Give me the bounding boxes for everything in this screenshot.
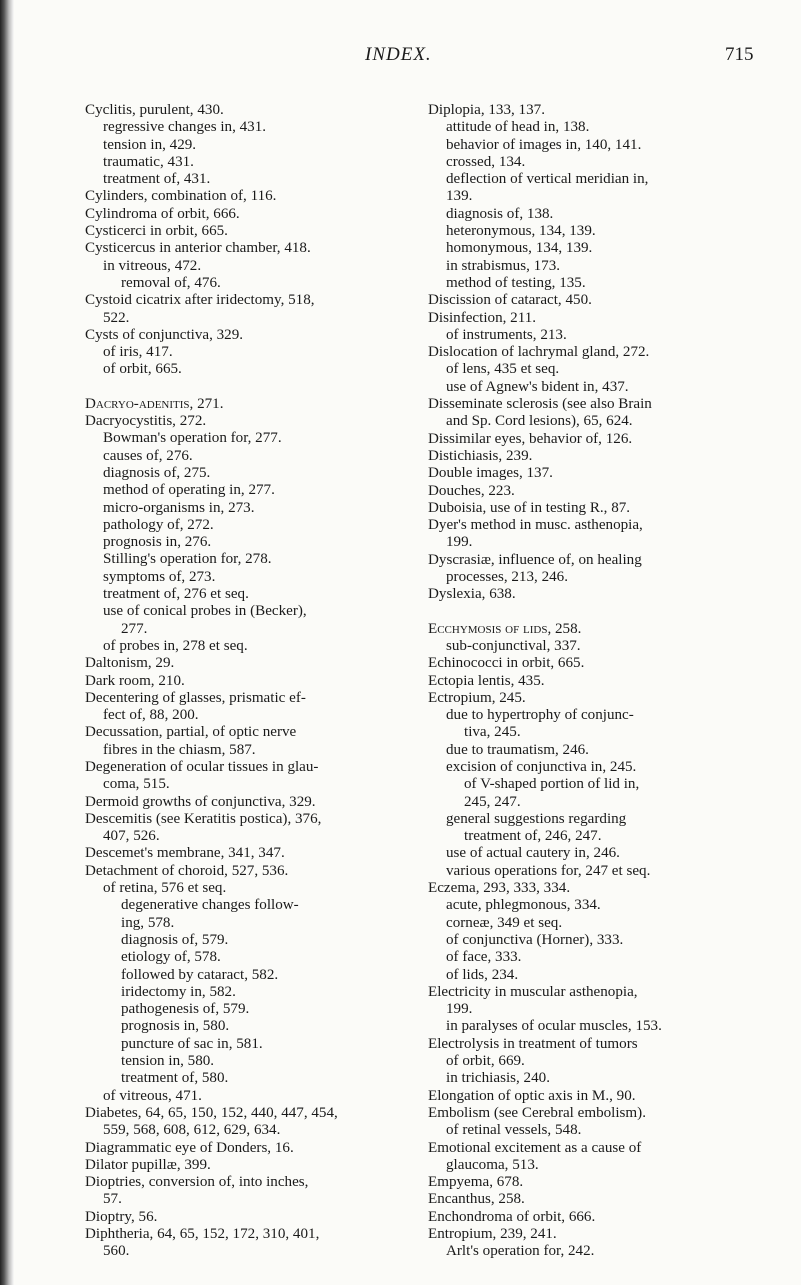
index-subentry: of lens, 435 et seq.	[446, 361, 560, 378]
index-subentry: tiva, 245.	[464, 724, 521, 741]
index-subentry: of probes in, 278 et seq.	[103, 637, 248, 654]
index-subentry: fibres in the chiasm, 587.	[103, 741, 256, 758]
index-subentry: 560.	[103, 1243, 130, 1260]
index-subentry: Stilling's operation for, 278.	[103, 551, 272, 568]
index-subentry: of instruments, 213.	[446, 326, 567, 343]
index-subentry: treatment of, 246, 247.	[464, 828, 602, 845]
index-entry: Cylinders, combination of, 116.	[85, 188, 277, 205]
index-subentry: treatment of, 431.	[103, 171, 211, 188]
index-subentry: of vitreous, 471.	[103, 1087, 202, 1104]
index-entry: Cysts of conjunctiva, 329.	[85, 326, 244, 343]
index-subentry: treatment of, 276 et seq.	[103, 586, 249, 603]
index-entry: Cysticercus in anterior chamber, 418.	[85, 240, 311, 257]
index-entry: Dacryo-adenitis, 271.	[85, 395, 224, 412]
index-subentry: 522.	[103, 309, 130, 326]
index-entry: Douches, 223.	[428, 482, 515, 499]
index-subentry: of lids, 234.	[446, 966, 519, 983]
index-entry: Electricity in muscular asthenopia,	[428, 983, 638, 1000]
index-column-right	[428, 102, 738, 1261]
index-entry: Daltonism, 29.	[85, 655, 175, 672]
index-entry: Decentering of glasses, prismatic ef-	[85, 689, 306, 706]
index-subentry: Bowman's operation for, 277.	[103, 430, 282, 447]
index-subentry: 57.	[103, 1191, 122, 1208]
index-entry: Cysticerci in orbit, 665.	[85, 223, 228, 240]
index-subentry: treatment of, 580.	[121, 1070, 229, 1087]
index-subentry: of orbit, 669.	[446, 1053, 525, 1070]
index-subentry: 139.	[446, 188, 473, 205]
index-entry: Ectropium, 245.	[428, 689, 526, 706]
index-entry: Encanthus, 258.	[428, 1191, 525, 1208]
index-entry: Dyslexia, 638.	[428, 586, 516, 603]
index-entry: Embolism (see Cerebral embolism).	[428, 1104, 646, 1121]
index-subentry: 559, 568, 608, 612, 629, 634.	[103, 1122, 281, 1139]
index-subentry: of iris, 417.	[103, 344, 173, 361]
index-subentry: homonymous, 134, 139.	[446, 240, 593, 257]
index-subentry: in paralyses of ocular muscles, 153.	[446, 1018, 662, 1035]
index-subentry: pathology of, 272.	[103, 516, 214, 533]
index-entry: Dacryocystitis, 272.	[85, 413, 207, 430]
index-subentry: ing, 578.	[121, 914, 175, 931]
index-subentry: various operations for, 247 et seq.	[446, 862, 651, 879]
index-entry: Descemitis (see Keratitis postica), 376,	[85, 810, 322, 827]
index-subentry: iridectomy in, 582.	[121, 983, 236, 1000]
index-subentry: 199.	[446, 1001, 473, 1018]
index-subentry: Arlt's operation for, 242.	[446, 1243, 595, 1260]
book-binding-edge	[0, 0, 14, 1285]
index-subentry: coma, 515.	[103, 776, 170, 793]
index-subentry: of V-shaped portion of lid in,	[464, 776, 640, 793]
index-entry: Discission of cataract, 450.	[428, 292, 592, 309]
index-subentry: excision of conjunctiva in, 245.	[446, 758, 637, 775]
index-entry: Ecchymosis of lids, 258.	[428, 620, 582, 637]
index-entry: Duboisia, use of in testing R., 87.	[428, 499, 631, 516]
index-subentry: due to traumatism, 246.	[446, 741, 589, 758]
index-subentry: removal of, 476.	[121, 274, 221, 291]
index-subentry: due to hypertrophy of conjunc-	[446, 707, 634, 724]
index-subentry: diagnosis of, 275.	[103, 464, 211, 481]
index-subentry: deflection of vertical meridian in,	[446, 171, 649, 188]
index-subentry: of retina, 576 et seq.	[103, 880, 227, 897]
index-entry: Emotional excitement as a cause of	[428, 1139, 642, 1156]
index-subentry: of face, 333.	[446, 949, 522, 966]
index-subentry: prognosis in, 276.	[103, 534, 212, 551]
index-subentry: in strabismus, 173.	[446, 257, 561, 274]
index-subentry: degenerative changes follow-	[121, 897, 299, 914]
index-entry: Dilator pupillæ, 399.	[85, 1156, 211, 1173]
index-subentry: heteronymous, 134, 139.	[446, 223, 596, 240]
index-entry: Decussation, partial, of optic nerve	[85, 724, 297, 741]
index-entry: Diabetes, 64, 65, 150, 152, 440, 447, 454,	[85, 1104, 338, 1121]
index-entry: Disseminate sclerosis (see also Brain	[428, 396, 652, 413]
index-subentry: in vitreous, 472.	[103, 257, 202, 274]
index-subentry: followed by cataract, 582.	[121, 966, 279, 983]
index-subentry: general suggestions regarding	[446, 810, 627, 827]
index-entry: Dyer's method in musc. asthenopia,	[428, 517, 643, 534]
index-entry: Disinfection, 211.	[428, 309, 537, 326]
index-subentry: traumatic, 431.	[103, 153, 194, 170]
index-subentry: 199.	[446, 534, 473, 551]
index-entry: Electrolysis in treatment of tumors	[428, 1035, 638, 1052]
index-subentry: method of operating in, 277.	[103, 482, 275, 499]
index-entry: Degeneration of ocular tissues in glau-	[85, 758, 319, 775]
index-entry: Descemet's membrane, 341, 347.	[85, 845, 285, 862]
index-entry: Eczema, 293, 333, 334.	[428, 880, 571, 897]
index-entry: Cyclitis, purulent, 430.	[85, 102, 224, 118]
page-header	[0, 44, 801, 74]
index-subentry: of retinal vessels, 548.	[446, 1122, 582, 1139]
index-entry: Dioptry, 56.	[85, 1208, 158, 1225]
index-subentry: and Sp. Cord lesions), 65, 624.	[446, 413, 633, 430]
index-subentry: use of Agnew's bident in, 437.	[446, 378, 629, 395]
index-entry: Dark room, 210.	[85, 672, 185, 689]
index-subentry: 277.	[121, 620, 148, 637]
index-subentry: of conjunctiva (Horner), 333.	[446, 931, 624, 948]
index-subentry: in trichiasis, 240.	[446, 1070, 550, 1087]
index-subentry: acute, phlegmonous, 334.	[446, 897, 601, 914]
index-subentry: etiology of, 578.	[121, 949, 221, 966]
index-subentry: use of conical probes in (Becker),	[103, 603, 307, 620]
index-entry: Double images, 137.	[428, 465, 553, 482]
index-subentry: causes of, 276.	[103, 447, 193, 464]
index-subentry: sub-conjunctival, 337.	[446, 637, 581, 654]
index-entry: Dermoid growths of conjunctiva, 329.	[85, 793, 316, 810]
index-subentry: crossed, 134.	[446, 153, 526, 170]
index-subentry: diagnosis of, 579.	[121, 931, 229, 948]
index-entry: Detachment of choroid, 527, 536.	[85, 862, 289, 879]
index-subentry: of orbit, 665.	[103, 361, 182, 378]
index-entry: Ectopia lentis, 435.	[428, 672, 545, 689]
index-subentry: micro-organisms in, 273.	[103, 499, 255, 516]
index-entry: Dissimilar eyes, behavior of, 126.	[428, 430, 633, 447]
index-subentry: regressive changes in, 431.	[103, 119, 267, 136]
index-subentry: corneæ, 349 et seq.	[446, 914, 563, 931]
index-subentry: symptoms of, 273.	[103, 568, 216, 585]
index-subentry: tension in, 429.	[103, 136, 197, 153]
index-entry: Dislocation of lachrymal gland, 272.	[428, 344, 650, 361]
index-entry: Dioptries, conversion of, into inches,	[85, 1174, 309, 1191]
index-subentry: 245, 247.	[464, 793, 521, 810]
index-subentry: method of testing, 135.	[446, 274, 586, 291]
index-subentry: diagnosis of, 138.	[446, 205, 554, 222]
index-subentry: glaucoma, 513.	[446, 1156, 539, 1173]
index-subentry: attitude of head in, 138.	[446, 119, 590, 136]
index-entry: Echinococci in orbit, 665.	[428, 655, 585, 672]
index-entry: Enchondroma of orbit, 666.	[428, 1208, 596, 1225]
index-entry: Elongation of optic axis in M., 90.	[428, 1087, 636, 1104]
index-subentry: fect of, 88, 200.	[103, 707, 199, 724]
index-subentry: pathogenesis of, 579.	[121, 1001, 250, 1018]
index-subentry: tension in, 580.	[121, 1053, 215, 1070]
index-entry: Dyscrasiæ, influence of, on healing	[428, 551, 642, 568]
index-entry: Diphtheria, 64, 65, 152, 172, 310, 401,	[85, 1226, 320, 1242]
index-subentry: 407, 526.	[103, 828, 160, 845]
index-entry: Distichiasis, 239.	[428, 447, 533, 464]
index-subentry: use of actual cautery in, 246.	[446, 845, 620, 862]
index-entry: Diagrammatic eye of Donders, 16.	[85, 1139, 294, 1156]
page-number: 715	[725, 44, 754, 65]
section-gap	[428, 604, 738, 621]
index-column-left	[85, 102, 385, 1261]
index-subentry: prognosis in, 580.	[121, 1018, 230, 1035]
index-entry: Cystoid cicatrix after iridectomy, 518,	[85, 292, 315, 309]
index-entry: Cylindroma of orbit, 666.	[85, 205, 240, 222]
index-entry: Diplopia, 133, 137.	[428, 102, 545, 118]
index-subentry: behavior of images in, 140, 141.	[446, 136, 642, 153]
section-gap	[85, 379, 385, 396]
index-subentry: puncture of sac in, 581.	[121, 1035, 263, 1052]
index-entry: Empyema, 678.	[428, 1174, 524, 1191]
running-title: INDEX.	[365, 44, 432, 65]
index-subentry: processes, 213, 246.	[446, 569, 568, 586]
index-entry: Entropium, 239, 241.	[428, 1226, 557, 1242]
